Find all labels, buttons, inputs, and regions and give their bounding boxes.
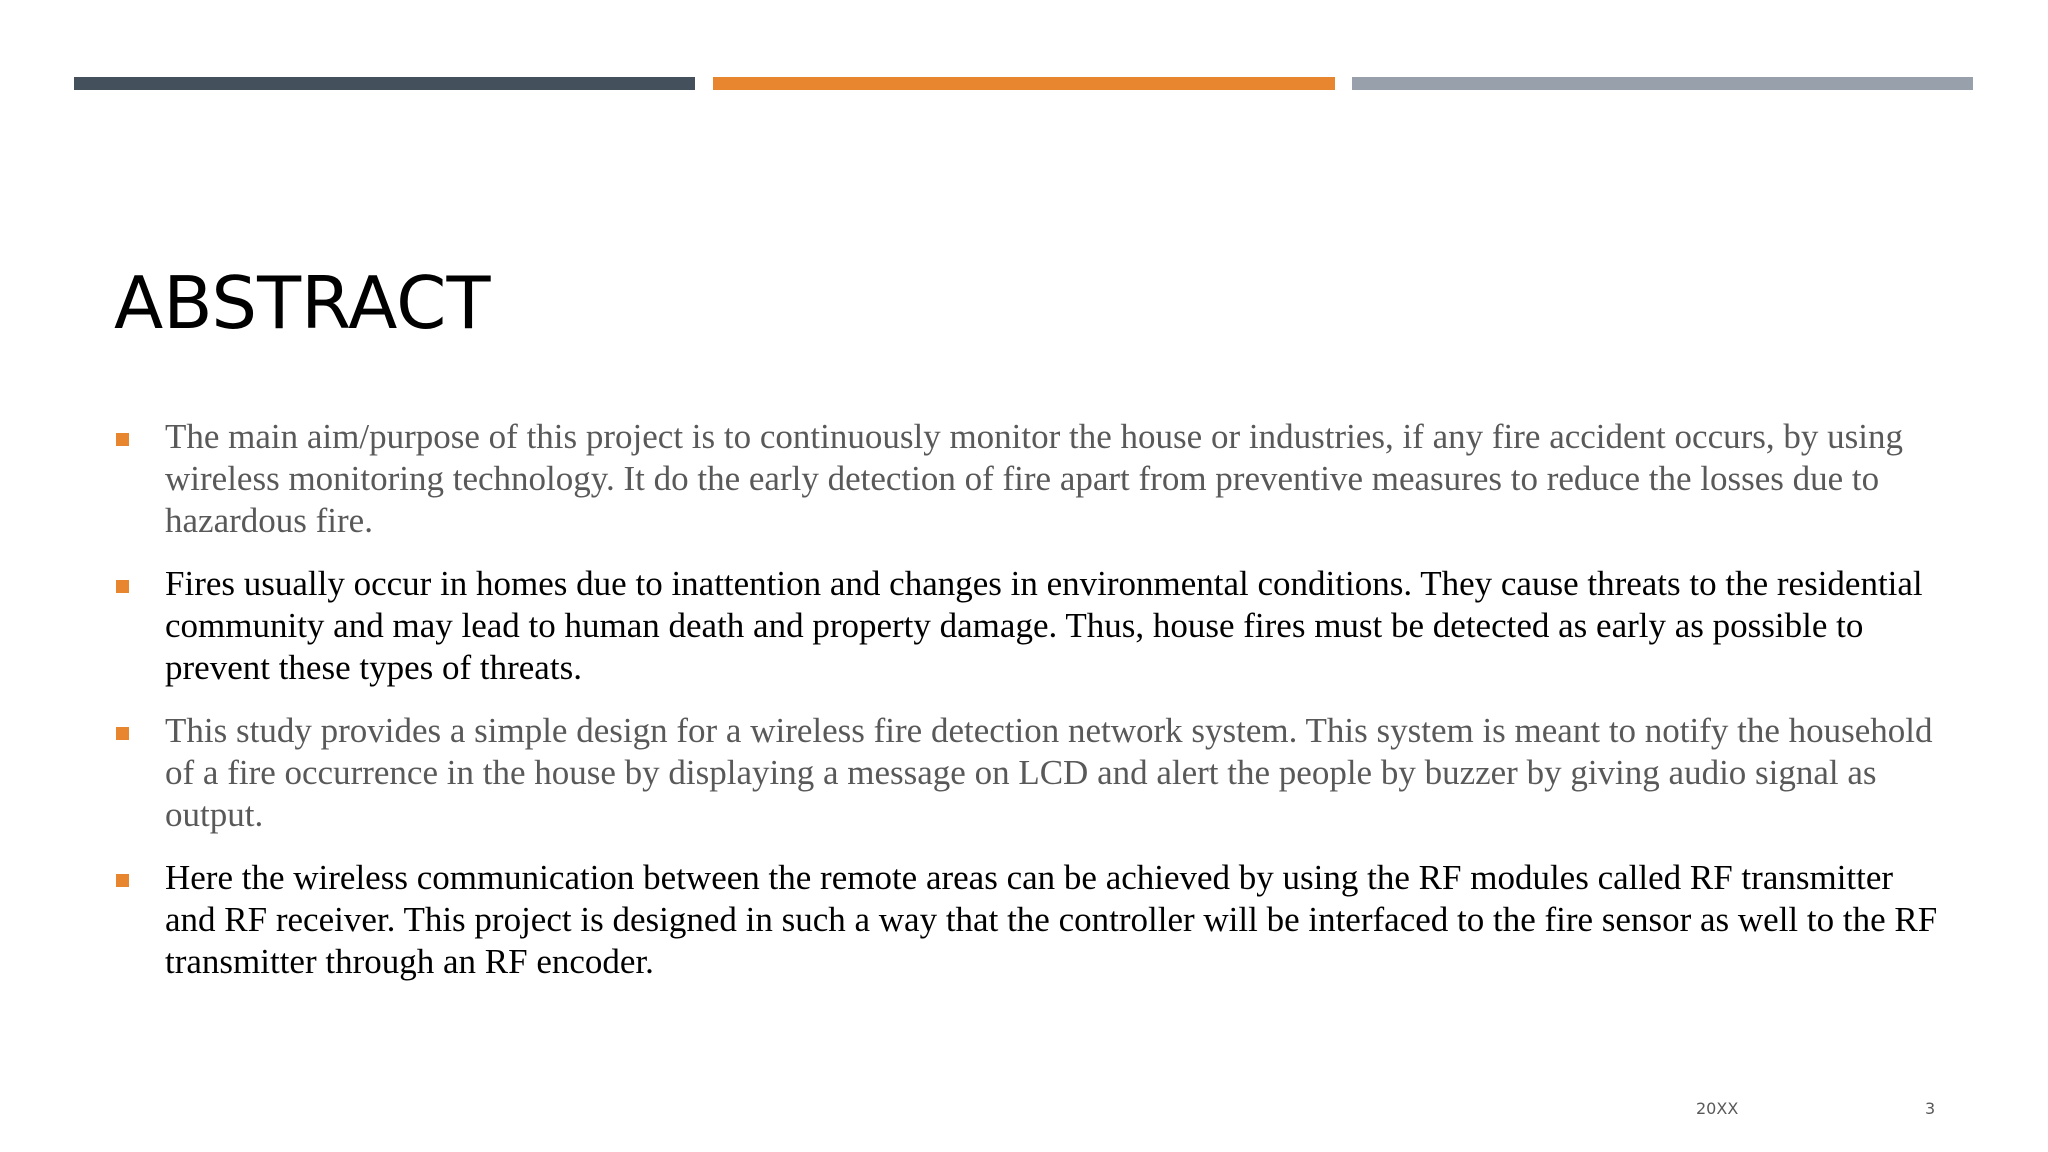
bullet-text: This study provides a simple design for a wireless fire detection network system. This system is meant to notify the household of a fire occurrence in the house by displaying a message on LCD and alert the people by buzzer by giving audio signal as output. [165,711,1933,834]
bullet-item [114,710,1944,836]
bullet-text: Here the wireless communication between the remote areas can be achieved by using the RF modules called RF transmitter and RF receiver. This project is designed in such a way that the controller will be interfaced to the fire sensor as well to the RF transmitter through an RF encoder. [165,858,1938,981]
accent-bar-gray [1352,77,1973,90]
accent-bar-dark [74,77,695,90]
square-bullet-icon [116,580,129,593]
bullet-item [114,563,1944,689]
square-bullet-icon [116,727,129,740]
footer-date: 20XX [1696,1099,1739,1118]
slide-title: ABSTRACT [114,261,491,345]
accent-bar-orange [713,77,1335,90]
square-bullet-icon [116,874,129,887]
page-number: 3 [1925,1099,1936,1118]
bullet-item [114,857,1944,983]
bullet-text: Fires usually occur in homes due to inattention and changes in environmental conditions. They cause threats to the residential community and may lead to human death and property damage. Thus, house fires must be detected as early as possible to prevent these types of threats. [165,564,1923,687]
bullet-item [114,416,1944,542]
bullet-list [114,416,1944,1004]
bullet-text: The main aim/purpose of this project is to continuously monitor the house or industries, if any fire accident occurs, by using wireless monitoring technology. It do the early detection of fire apart from preventive measures to reduce the losses due to hazardous fire. [165,417,1903,540]
square-bullet-icon [116,433,129,446]
